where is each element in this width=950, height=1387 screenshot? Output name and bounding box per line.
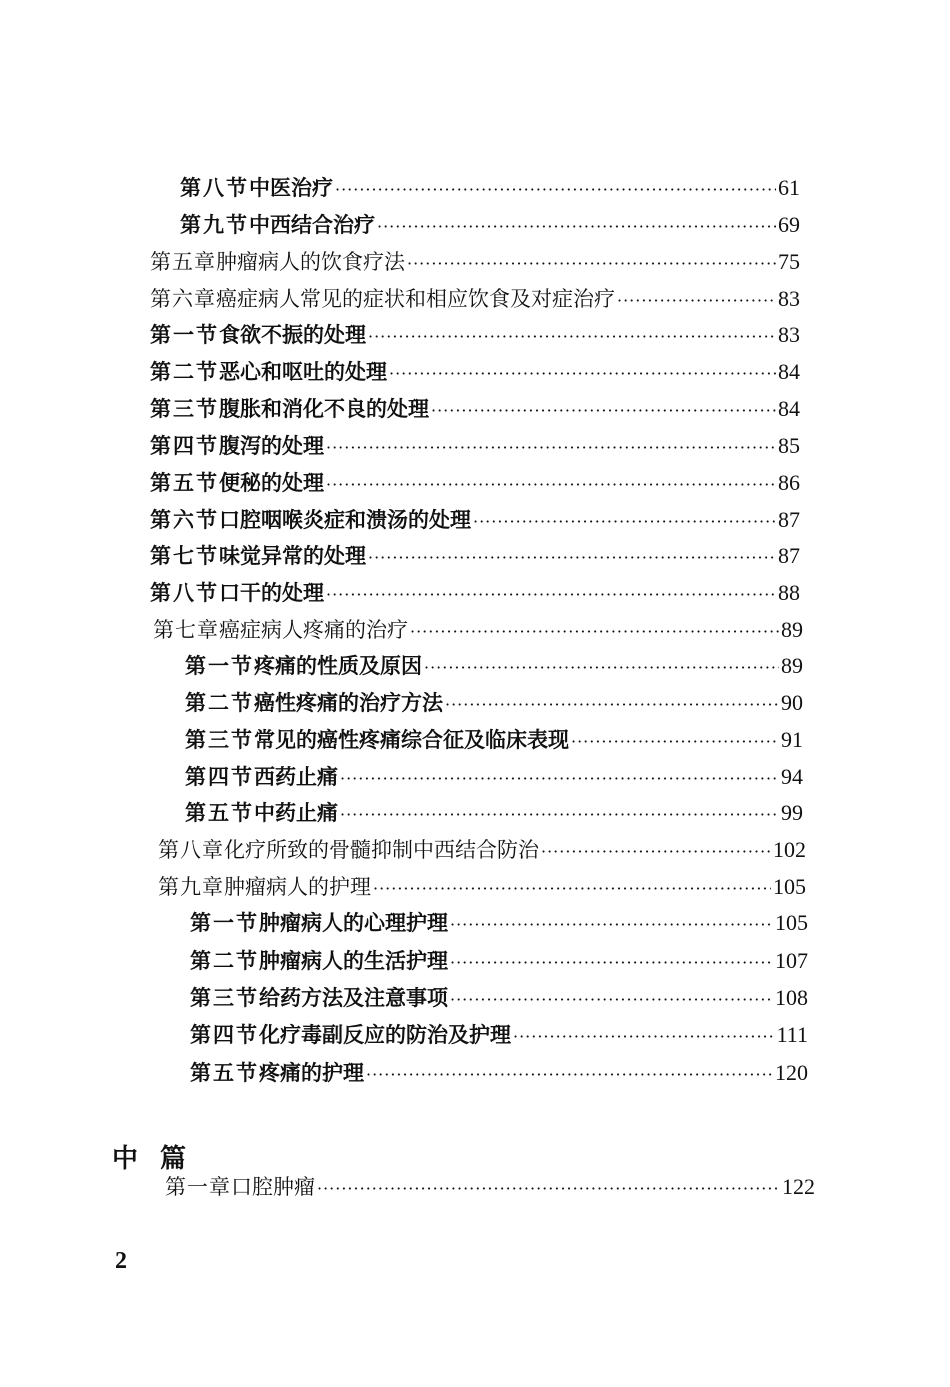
toc-entry-number: 第八节 [150, 580, 219, 605]
toc-entry-page: 89 [781, 653, 803, 678]
toc-leader-dots [407, 249, 776, 279]
toc-entry-number: 第六章 [150, 287, 216, 311]
toc-entry-title: 给药方法及注意事项 [259, 985, 448, 1010]
toc-entry-page: 105 [775, 910, 808, 935]
toc-entry-page: 69 [778, 212, 800, 237]
toc-entry-page: 99 [781, 800, 803, 825]
toc-entry-title: 肿瘤病人的生活护理 [259, 948, 448, 973]
toc-entry [180, 173, 800, 203]
toc-entry-page: 107 [775, 948, 808, 973]
toc-entry-number: 第五节 [190, 1060, 259, 1085]
toc-entry-title: 癌性疼痛的治疗方法 [254, 690, 443, 715]
toc-leader-dots [377, 212, 776, 242]
toc-entry [165, 1172, 815, 1202]
toc-entry-number: 第三节 [150, 396, 219, 421]
toc-leader-dots [373, 874, 771, 904]
toc-entry-number: 第九章 [158, 875, 224, 899]
toc-entry-title: 化疗毒副反应的防治及护理 [259, 1022, 511, 1047]
toc-entry [158, 872, 806, 902]
toc-entry [190, 908, 808, 938]
toc-entry-title: 口干的处理 [219, 580, 324, 605]
toc-leader-dots [340, 800, 779, 830]
toc-leader-dots [617, 286, 776, 316]
toc-entry-page: 61 [778, 175, 800, 200]
toc-entry [150, 431, 800, 461]
toc-leader-dots [368, 543, 776, 573]
toc-entry [150, 357, 800, 387]
toc-entry-number: 第一节 [190, 910, 259, 935]
toc-entry [180, 210, 800, 240]
toc-entry-page: 102 [773, 837, 806, 862]
toc-entry-page: 108 [775, 985, 808, 1010]
toc-entry-page: 83 [778, 322, 800, 347]
toc-entry-title: 味觉异常的处理 [219, 543, 366, 568]
toc-entry-number: 第六节 [150, 507, 219, 532]
toc-entry [150, 505, 800, 535]
toc-entry [153, 615, 803, 645]
toc-entry-title: 肿瘤病人的饮食疗法 [216, 250, 405, 274]
toc-entry-page: 84 [778, 359, 800, 384]
toc-entry [185, 688, 803, 718]
toc-entry-title: 恶心和呕吐的处理 [219, 359, 387, 384]
toc-entry [150, 541, 800, 571]
toc-leader-dots [450, 910, 773, 940]
toc-leader-dots [431, 396, 776, 426]
toc-leader-dots [450, 948, 773, 978]
toc-leader-dots [317, 1174, 780, 1204]
toc-entry-page: 87 [778, 507, 800, 532]
toc-leader-dots [424, 653, 779, 683]
toc-entry [150, 247, 800, 277]
toc-entry-page: 122 [782, 1174, 815, 1199]
toc-entry-number: 第一章 [165, 1175, 231, 1199]
toc-entry-number: 第五章 [150, 250, 216, 274]
toc-entry-title: 西药止痛 [254, 764, 338, 789]
toc-entry-number: 第四节 [190, 1022, 259, 1047]
toc-entry-title: 便秘的处理 [219, 470, 324, 495]
toc-entry-page: 83 [778, 286, 800, 311]
toc-entry-number: 第一节 [150, 322, 219, 347]
toc-entry-page: 111 [776, 1022, 808, 1047]
toc-leader-dots [368, 322, 776, 352]
toc-entry [190, 1020, 808, 1050]
toc-entry-title: 口腔咽喉炎症和溃汤的处理 [219, 507, 471, 532]
toc-entry-number: 第五节 [150, 470, 219, 495]
toc-leader-dots [326, 580, 776, 610]
toc-entry [185, 725, 803, 755]
toc-entry [185, 762, 803, 792]
toc-entry-number: 第二节 [150, 359, 219, 384]
toc-entry [185, 651, 803, 681]
part-heading: 中篇 [112, 1144, 209, 1174]
toc-entry-number: 第四节 [150, 433, 219, 458]
toc-entry-title: 中药止痛 [254, 800, 338, 825]
toc-entry-number: 第九节 [180, 212, 249, 237]
toc-entry-page: 94 [781, 764, 803, 789]
toc-entry-page: 87 [778, 543, 800, 568]
toc-entry-title: 中西结合治疗 [249, 212, 375, 237]
toc-entry-number: 第八节 [180, 175, 249, 200]
toc-entry-title: 疼痛的护理 [259, 1060, 364, 1085]
toc-leader-dots [335, 175, 776, 205]
toc-entry-title: 食欲不振的处理 [219, 322, 366, 347]
toc-entry-number: 第五节 [185, 800, 254, 825]
toc-leader-dots [410, 617, 779, 647]
toc-entry-number: 第八章 [158, 838, 224, 862]
toc-entry-title: 口腔肿瘤 [231, 1175, 315, 1199]
toc-entry-page: 86 [778, 470, 800, 495]
toc-entry-title: 腹泻的处理 [219, 433, 324, 458]
toc-entry [185, 798, 803, 828]
toc-leader-dots [450, 985, 773, 1015]
toc-entry-page: 84 [778, 396, 800, 421]
toc-entry-number: 第四节 [185, 764, 254, 789]
toc-entry-page: 105 [773, 874, 806, 899]
toc-entry-title: 化疗所致的骨髓抑制中西结合防治 [224, 838, 539, 862]
toc-entry-number: 第一节 [185, 653, 254, 678]
toc-entry-page: 91 [781, 727, 803, 752]
toc-entry-number: 第三节 [190, 985, 259, 1010]
toc-leader-dots [326, 470, 776, 500]
toc-leader-dots [473, 507, 776, 537]
toc-entry [150, 394, 800, 424]
toc-entry [150, 284, 800, 314]
toc-entry [190, 983, 808, 1013]
toc-entry [190, 946, 808, 976]
toc-entry-number: 第三节 [185, 727, 254, 752]
toc-entry-title: 肿瘤病人的护理 [224, 875, 371, 899]
toc-leader-dots [326, 433, 776, 463]
toc-leader-dots [366, 1060, 773, 1090]
toc-entry-page: 85 [778, 433, 800, 458]
toc-leader-dots [445, 690, 779, 720]
toc-entry-title: 常见的癌性疼痛综合征及临床表现 [254, 727, 569, 752]
toc-entry-number: 第二节 [190, 948, 259, 973]
toc-entry [190, 1058, 808, 1088]
toc-leader-dots [541, 837, 771, 867]
toc-entry-number: 第七节 [150, 543, 219, 568]
toc-entry-title: 癌症病人常见的症状和相应饮食及对症治疗 [216, 287, 615, 311]
toc-entry [158, 835, 806, 865]
toc-leader-dots [513, 1022, 775, 1052]
toc-entry-page: 120 [775, 1060, 808, 1085]
toc-entry-page: 89 [781, 617, 803, 642]
toc-entry-number: 第二节 [185, 690, 254, 715]
toc-leader-dots [389, 359, 776, 389]
toc-entry-page: 88 [778, 580, 800, 605]
toc-leader-dots [571, 727, 779, 757]
toc-entry-page: 75 [778, 249, 800, 274]
toc-entry [150, 468, 800, 498]
page-number: 2 [115, 1248, 127, 1274]
toc-entry-title: 肿瘤病人的心理护理 [259, 910, 448, 935]
toc-entry-title: 腹胀和消化不良的处理 [219, 396, 429, 421]
toc-entry-number: 第七章 [153, 618, 219, 642]
toc-entry-title: 疼痛的性质及原因 [254, 653, 422, 678]
toc-entry-title: 癌症病人疼痛的治疗 [219, 618, 408, 642]
toc-entry [150, 320, 800, 350]
toc-entry [150, 578, 800, 608]
toc-entry-page: 90 [781, 690, 803, 715]
toc-entry-title: 中医治疗 [249, 175, 333, 200]
toc-leader-dots [340, 764, 779, 794]
